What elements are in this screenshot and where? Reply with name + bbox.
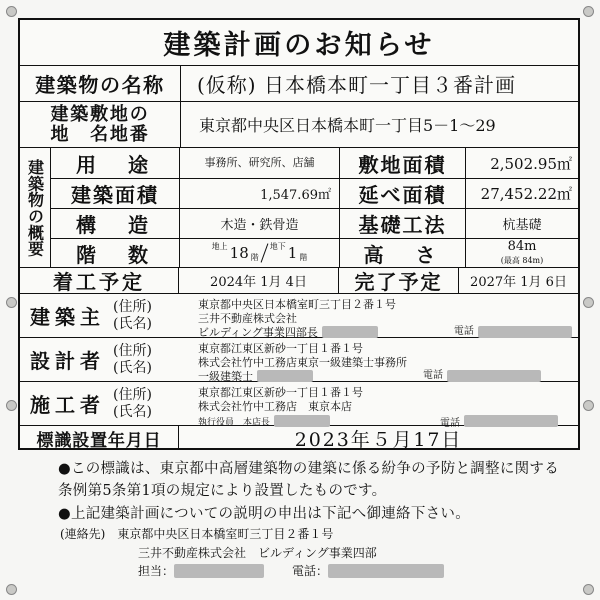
- contact-company: 三井不動産株式会社 ビルディング事業四部: [138, 545, 377, 560]
- builder-row: [20, 382, 578, 429]
- building-name-row: [20, 66, 578, 102]
- owner-name-tag: (氏名): [113, 315, 152, 332]
- rivet-icon: [6, 6, 17, 17]
- floor-area-value: 27,452.22㎡: [480, 184, 572, 203]
- builder-label: 施工者: [30, 393, 105, 417]
- foundation-value: 杭基礎: [502, 217, 542, 233]
- builder-name-tag: (氏名): [113, 403, 152, 420]
- designer-addr-tag: (住所): [113, 342, 152, 359]
- above-ground-value: 18: [229, 244, 249, 262]
- site-address-row: [20, 102, 578, 148]
- redacted-phone: [328, 564, 444, 578]
- use-value: 事務所、研究所、店舗: [204, 156, 315, 170]
- rivet-icon: [6, 400, 17, 411]
- redacted-phone: [447, 370, 541, 382]
- site-label-line2: 地 名地番: [50, 123, 150, 145]
- overview-side-label: 建築物の概要: [25, 158, 45, 257]
- height-label: 高 さ: [363, 242, 442, 267]
- above-ground-unit: 階: [250, 253, 259, 262]
- schedule-row: [20, 268, 578, 294]
- floors-label: 階 数: [76, 242, 154, 267]
- height-max: (最高 84m): [500, 255, 544, 265]
- designer-row: [20, 338, 578, 382]
- below-ground-unit: 階: [299, 253, 308, 262]
- designer-company: 株式会社竹中工務店東京一級建築士事務所: [198, 355, 407, 369]
- builder-address: 東京都江東区新砂一丁目１番１号: [198, 386, 363, 399]
- redacted-person: [174, 564, 264, 578]
- below-ground-small: 地下: [269, 242, 286, 251]
- page-title: 建築計画のお知らせ: [163, 30, 435, 61]
- builder-addr-tag: (住所): [113, 386, 152, 403]
- owner-phone-tag: 電話: [453, 326, 474, 338]
- rivet-icon: [583, 584, 594, 595]
- overview-block: [20, 148, 578, 268]
- owner-label: 建築主: [30, 305, 105, 329]
- site-address-value: 東京都中央区日本橋本町一丁目5－1～29: [199, 116, 496, 135]
- building-name-value: (仮称) 日本橋本町一丁目３番計画: [197, 73, 516, 97]
- contact-phone-tag: 電話：: [292, 564, 329, 579]
- rivet-icon: [583, 400, 594, 411]
- redacted-name: [257, 370, 313, 382]
- end-label: 完了予定: [354, 270, 443, 294]
- rivet-icon: [583, 6, 594, 17]
- rivet-icon: [583, 297, 594, 308]
- site-area-label: 敷地面積: [358, 152, 447, 177]
- install-label: 標識設置年月日: [36, 430, 162, 451]
- owner-title-text: ビルディング事業四部長: [198, 325, 318, 339]
- owner-company: 三井不動産株式会社: [198, 311, 297, 325]
- foundation-label: 基礎工法: [358, 212, 447, 237]
- rivet-icon: [6, 584, 17, 595]
- designer-name-tag: (氏名): [113, 359, 152, 376]
- owner-address: 東京都中央区日本橋室町三丁目２番１号: [198, 298, 396, 311]
- end-value: 2027年 1月 6日: [470, 275, 567, 290]
- contact-label: (連絡先): [60, 527, 106, 541]
- rivet-icon: [6, 297, 17, 308]
- install-date-row: [20, 426, 578, 450]
- start-value: 2024年 1月 4日: [210, 275, 307, 290]
- redacted-phone: [478, 326, 572, 338]
- structure-value: 木造・鉄骨造: [220, 217, 299, 233]
- site-label-line1: 建築敷地の: [50, 103, 150, 125]
- note-regulation: ●この標識は、東京都中高層建築物の建築に係る紛争の予防と調整に関する条例第5条第1項の規定により設置したものです。: [58, 461, 560, 500]
- owner-addr-tag: (住所): [113, 298, 152, 315]
- builder-company: 株式会社竹中工務店 東京本店: [198, 399, 352, 413]
- designer-label: 設計者: [30, 349, 105, 373]
- below-ground-value: 1: [287, 244, 298, 262]
- designer-address: 東京都江東区新砂一丁目１番１号: [198, 342, 363, 355]
- contact-person-tag: 担当：: [138, 564, 175, 579]
- above-ground-small: 地上: [211, 242, 228, 251]
- height-value: 84m: [507, 239, 537, 255]
- notice-table: [18, 18, 580, 450]
- notes-section: [58, 458, 568, 525]
- contact-address: 東京都中央区日本橋室町三丁目２番１号: [117, 527, 334, 541]
- floors-divider: [260, 243, 268, 262]
- designer-phone-tag: 電話: [423, 370, 443, 382]
- contact-section: [60, 525, 444, 581]
- floor-area-label: 延べ面積: [358, 182, 447, 207]
- note-contact-request: ●上記建築計画についての説明の申出は下記へ御連絡下さい。: [58, 505, 470, 522]
- structure-label: 構 造: [76, 212, 154, 237]
- install-value: 2023年５月17日: [294, 428, 463, 451]
- use-label: 用 途: [76, 152, 154, 177]
- designer-title-text: 一級建築士: [198, 369, 253, 383]
- building-name-label: 建築物の名称: [35, 73, 165, 97]
- builder-title-text: 執行役員 本店長: [198, 417, 271, 428]
- start-label: 着工予定: [53, 270, 145, 294]
- owner-row: [20, 294, 578, 338]
- building-area-value: 1,547.69㎡: [260, 187, 331, 203]
- redacted-name: [322, 326, 378, 338]
- builder-phone-tag: 電話: [440, 417, 461, 429]
- site-area-value: 2,502.95㎡: [490, 154, 572, 173]
- title-row: [20, 20, 578, 66]
- building-area-label: 建築面積: [71, 182, 159, 207]
